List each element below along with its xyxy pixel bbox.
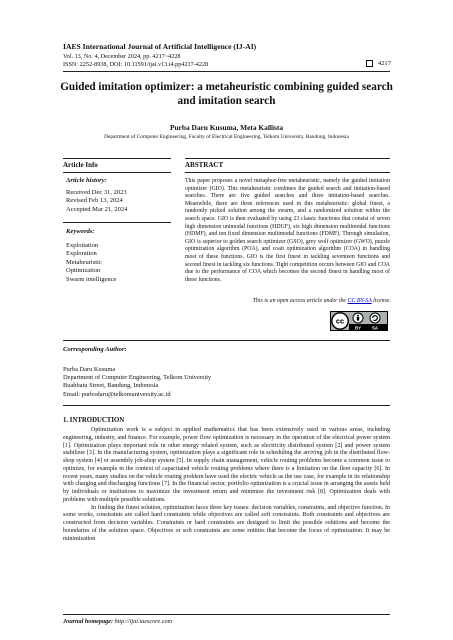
article-info-heading: Article Info [63, 161, 98, 169]
corresponding-details [63, 366, 211, 399]
license-suffix: license. [373, 298, 391, 304]
page-number-box [366, 60, 391, 67]
license-line [253, 298, 391, 304]
corresponding-rule [63, 340, 390, 341]
history-received: Received Dec 31, 2023 [66, 189, 127, 196]
keyword: Metaheuristic [66, 258, 102, 266]
abstract-top-rule [185, 158, 390, 159]
corresponding-name: Purba Daru Kusuma [63, 366, 116, 373]
square-icon [366, 60, 373, 67]
keyword: Exploration [66, 250, 97, 258]
issn-doi: ISSN: 2252-8938, DOI: 10.11591/ijai.v13.i4.pp4217-4228 [63, 61, 209, 68]
badge-sa-label: SA [371, 325, 379, 331]
keyword: Optimization [66, 267, 101, 275]
front-matter-bottom-rule [63, 405, 390, 406]
volume-info: Vol. 13, No. 4, December 2024, pp. 4217~4228 [63, 53, 181, 60]
keywords-list [66, 242, 116, 284]
history-list [66, 189, 127, 214]
footer-label: Journal homepage [63, 618, 111, 625]
abstract-sub-rule [185, 172, 390, 173]
corresponding-department: Department of Computer Engineering, Telkom University [63, 374, 212, 382]
introduction-body [63, 427, 390, 543]
paragraph: In finding the finest solution, optimization faces three key issues: decision variables, constraints, and objective function. In some works, constraints are called hard constraints while objectives are called soft constraints. Both constraints and objectives are constructed from decision variables. Constraints or hard constraints are designed to limit the possible solutions and become the boundaries of the solution space. Objectives or soft constraints are some entities that become the focus of optimization. It may be minimization [63, 504, 390, 542]
corresponding-heading: Corresponding Author: [63, 346, 127, 353]
footer-url[interactable]: http://ijai.iaescore.com [114, 618, 173, 625]
history-label: Article history: [66, 177, 107, 184]
keyword: Swarm intelligence [66, 275, 117, 283]
footer-rule [63, 614, 390, 615]
keywords-rule [63, 222, 171, 223]
article-info-top-rule [63, 158, 171, 159]
corresponding-address: Buahbatu Street, Bandung, Indonesia [63, 382, 159, 390]
history-accepted: Accepted Mar 21, 2024 [66, 205, 128, 213]
paragraph: Optimization work is a subject in applied mathematics that has been extensively used in various areas, including engineering, industry, and finance. For example, power flow optimization is necessary in the operation of the electrical power system [1]. Optimization plays important role in other energy related system, such as electricity distributed system [2] and power system stabilizer [3]. In the manufacturing system, optimization plays a significant role in scheduling the arriving job in the distributed flow-shop system [4] or assembly job-shop system [5]. In supply chain management, vehicle routing problems become a common issue to optimize, for example in the context of capacitated vehicle routing problems where there is a limitation on the fleet capacity [6]. In recent years, many studies on the vehicle routing problem have used the electric vehicle as the use case, for example in its relationship with charging and discharging functions [7]. In the financial sector, portfolio optimization is a crucial issue in arranging the assets held by individuals or institutions to maximize the investment return and minimize the investment risk [8]. Optimization deals with problems with multiple possible solutions. [63, 427, 390, 503]
journal-name: IAES International Journal of Artificial Intelligence (IJ-AI) [63, 42, 257, 51]
article-info-sub-rule [63, 172, 171, 173]
authors: Purba Daru Kusuma, Meta Kallista [169, 123, 284, 132]
abstract-text: This paper proposes a novel metaphor-free metaheuristic, namely the guided imitation optimizer (GIO). This metaheuristic combines the guided search and imitation-based searches. There are five guided searches and three imitation-based searches. Meanwhile, there are three references used in this metaheuristic: global finest, a randomly picked solution among the swarm, and a randomized solution within the search space. GIO is then evaluated by using 23 classic functions that consist of seven high dimension unimodal functions (HDUF), six high dimension multimodal functions (HDMF), and ten fixed dimension multimodal functions (FDMF). Through simulation, GIO is superior to golden search optimizer (GSO), grey wolf optimizer (GWO), puzzle optimization algorithm (POA), and coati optimization algorithm (COA) in handling most of these functions. GIO is the first finest in tackling seventeen functions and second finest in tackling six functions. Tight competition occurs between GIO and COA due to the performance of COA which becomes the second finest in handling most of these functions. [185, 178, 390, 283]
keywords-label: Keywords: [66, 228, 95, 235]
corresponding-email: Email: purbodaru@telkomuniversity.ac.id [63, 390, 171, 398]
cc-by-sa-badge-icon[interactable] [330, 311, 388, 331]
svg-text:cc: cc [335, 316, 345, 326]
introduction-heading: 1. INTRODUCTION [63, 417, 125, 424]
page-number: 4217 [377, 60, 391, 67]
license-link[interactable]: CC BY-SA [347, 298, 372, 304]
header-rule [63, 71, 390, 72]
journal-homepage: Journal homepage: http://ijai.iaescore.com [63, 618, 173, 625]
keyword: Exploitation [66, 242, 99, 249]
badge-by-label: BY [354, 325, 362, 331]
abstract-heading: ABSTRACT [185, 161, 224, 169]
license-prefix: This is an open access article under the [252, 298, 347, 304]
affiliation: Department of Computer Engineering, Faculty of Electrical Engineering, Telkom University, Bandung, Indonesia [104, 134, 349, 140]
history-revised: Revised Feb 13, 2024 [66, 197, 123, 205]
paper-title: Guided imitation optimizer: a metaheuristic combining guided search and imitation search [60, 81, 393, 107]
